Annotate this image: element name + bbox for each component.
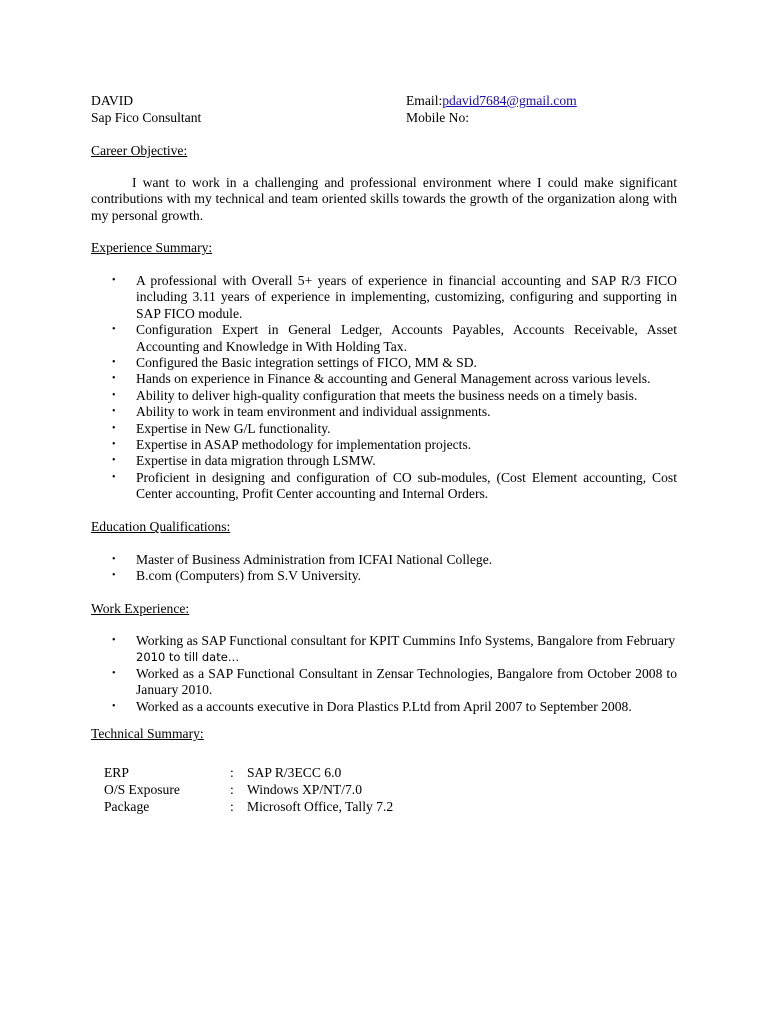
bullet-icon: •	[112, 324, 116, 336]
list-item: • A professional with Overall 5+ years of experience in financial accounting and SAP R/3 FICO including 3.11 years of experience in implementing, customizing, configuring and supporting in SAP FICO module.	[112, 273, 677, 321]
bullet-icon: •	[112, 471, 116, 483]
bullet-icon: •	[112, 357, 116, 369]
bullet-icon: •	[112, 422, 116, 434]
bullet-icon: •	[112, 554, 116, 565]
work-experience-list	[91, 633, 677, 715]
education-heading: Education Qualifications:	[91, 519, 231, 534]
email-line	[406, 93, 577, 109]
bullet-icon: •	[112, 700, 116, 712]
email-label: Email:	[406, 93, 443, 108]
list-item: • Hands on experience in Finance & accounting and General Management across various levels.	[112, 371, 651, 387]
technical-summary-heading: Technical Summary:	[91, 726, 204, 741]
email-link[interactable]: pdavid7684@gmail.com	[442, 93, 577, 108]
list-item: • Ability to work in team environment and individual assignments.	[112, 404, 491, 420]
list-item: • Configured the Basic integration settings of FICO, MM & SD.	[112, 355, 477, 371]
education-list	[91, 552, 677, 585]
bullet-icon: •	[112, 570, 116, 582]
list-item: • Expertise in New G/L functionality.	[112, 420, 331, 436]
career-objective-text: I want to work in a challenging and professional environment where I could make significant contributions with my technical and team oriented skills towards the growth of the organization along with my personal growth.	[91, 175, 677, 223]
table-row: O/S Exposure : Windows XP/NT/7.0	[104, 782, 363, 797]
candidate-name: DAVID	[91, 93, 134, 108]
list-item: • Worked as a SAP Functional Consultant in Zensar Technologies, Bangalore from October 2008 to January 2010.	[112, 665, 677, 698]
table-row: Package : Microsoft Office, Tally 7.2	[104, 799, 394, 814]
career-objective-heading: Career Objective:	[91, 143, 188, 158]
bullet-icon: •	[112, 667, 116, 679]
bullet-icon: •	[112, 389, 116, 401]
experience-summary-heading: Experience Summary:	[91, 240, 213, 255]
bullet-icon: •	[112, 275, 116, 286]
list-item: • Master of Business Administration from ICFAI National College.	[112, 552, 493, 567]
list-item: • Worked as a accounts executive in Dora Plastics P.Ltd from April 2007 to September 2008.	[112, 698, 632, 714]
bullet-icon: •	[112, 455, 116, 467]
bullet-icon: •	[112, 635, 116, 646]
list-item: • B.com (Computers) from S.V University.	[112, 568, 362, 584]
bullet-icon: •	[112, 439, 116, 451]
list-item: • Expertise in data migration through LSMW.	[112, 453, 376, 469]
technical-summary-table	[104, 765, 393, 816]
candidate-title: Sap Fico Consultant	[91, 110, 202, 125]
mobile-label: Mobile No:	[406, 110, 470, 125]
list-item: • Expertise in ASAP methodology for implementation projects.	[112, 437, 472, 453]
list-item: • Working as SAP Functional consultant for KPIT Cummins Info Systems, Bangalore from February 2010 to till date…	[112, 633, 676, 665]
till-date-text: 2010 to till date…	[136, 650, 240, 665]
bullet-icon: •	[112, 373, 116, 385]
work-experience-heading: Work Experience:	[91, 601, 190, 616]
bullet-icon: •	[112, 406, 116, 418]
experience-summary-list	[91, 273, 677, 503]
list-item: • Proficient in designing and configuration of CO sub-modules, (Cost Element accounting, Cost Center accounting, Profit Center accounting and Internal Orders.	[112, 469, 677, 502]
list-item: • Configuration Expert in General Ledger, Accounts Payables, Accounts Receivable, Asset Accounting and Knowledge in With Holding Tax.	[112, 322, 677, 354]
list-item: • Ability to deliver high-quality configuration that meets the business needs on a timely basis.	[112, 387, 638, 403]
table-row: ERP : SAP R/3ECC 6.0	[104, 765, 342, 780]
